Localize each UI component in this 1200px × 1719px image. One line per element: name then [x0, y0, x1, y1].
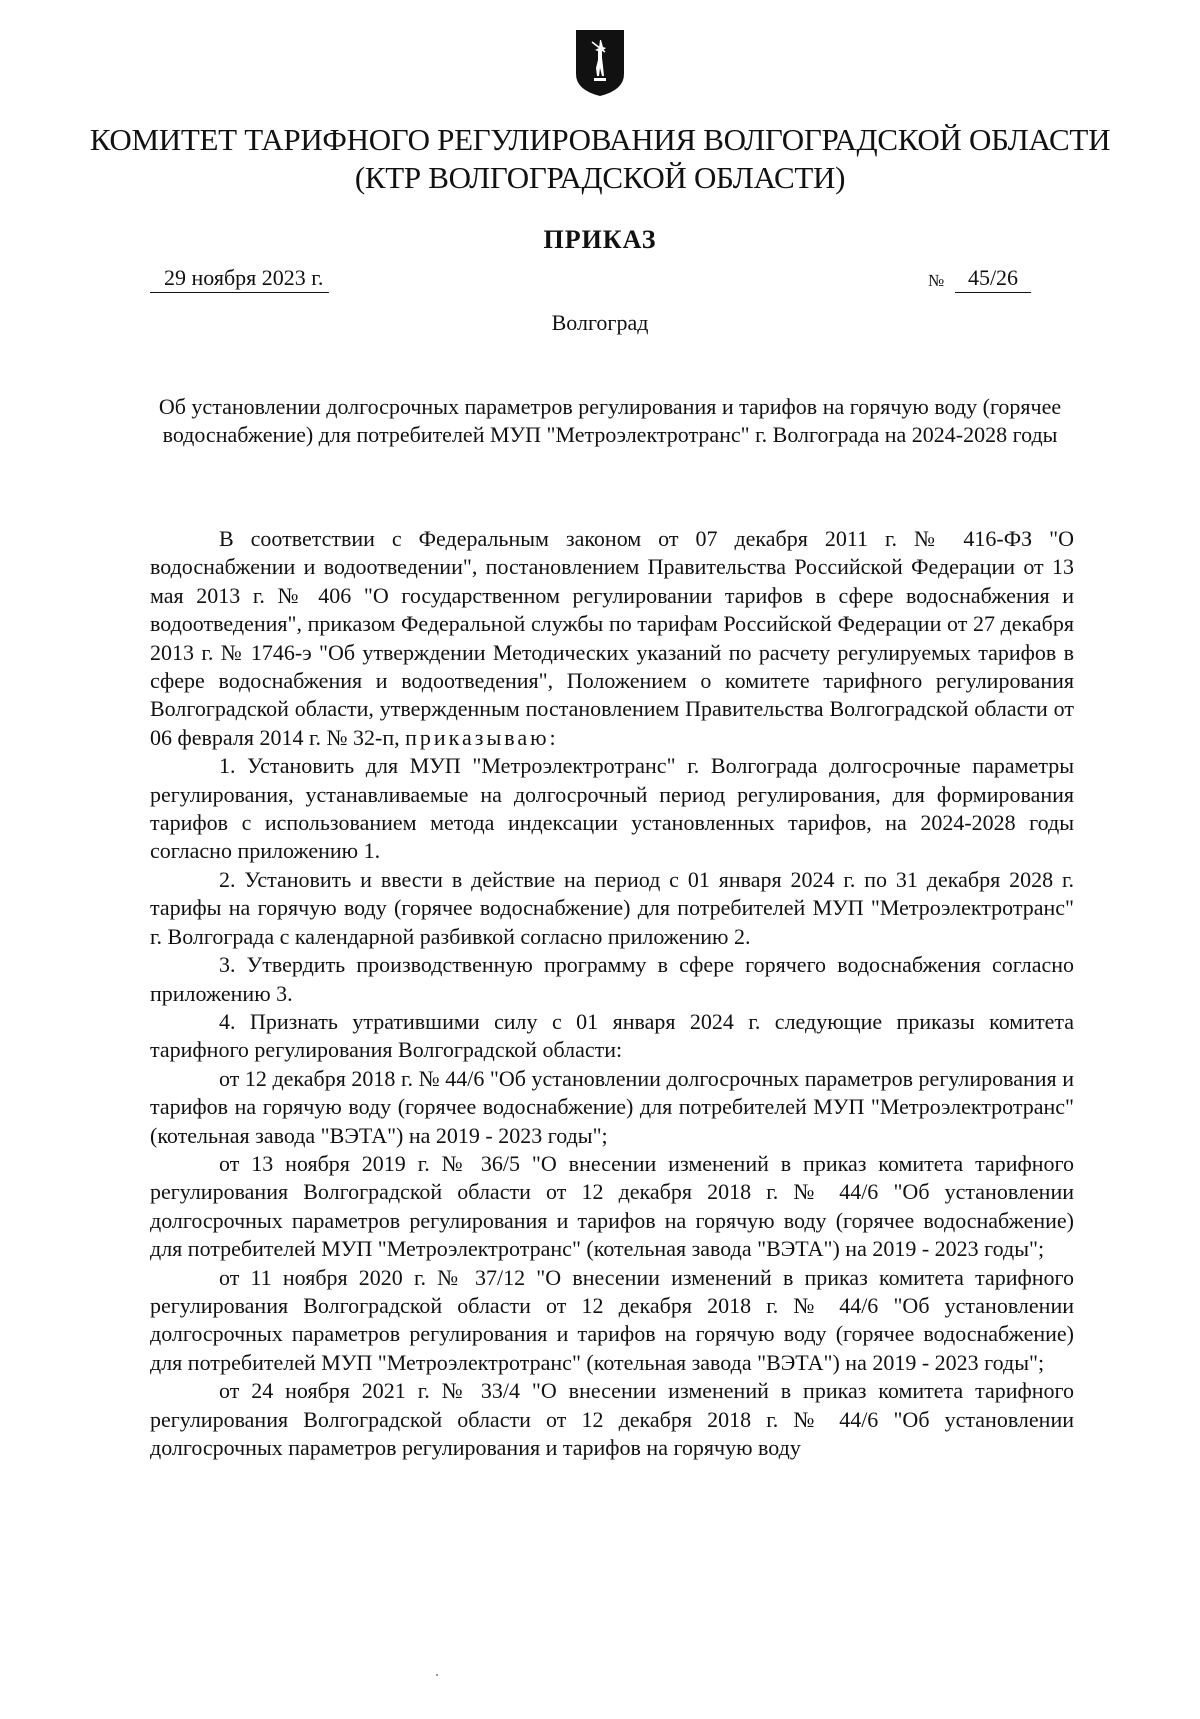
organization-abbreviation: (КТР ВОЛГОГРАДСКОЙ ОБЛАСТИ) [354, 160, 846, 195]
item-3: 3. Утвердить производственную программу в сфере горячего водоснабжения согласно приложению 3. [150, 952, 1074, 1006]
scan-speck [436, 1674, 438, 1676]
item-1: 1. Установить для МУП "Метроэлектротранс" г. Волгограда долгосрочные параметры регулирования, устанавливаемые на долгосрочный период регулирования, для формирования тарифов с использованием метода индексации установленных тарифов, на 2024-2028 годы согласно приложению 1. [150, 753, 1074, 864]
repealed-order-4: от 24 ноября 2021 г. № 33/4 "О внесении изменений в приказ комитета тарифного регулирования Волгоградской области от 12 декабря 2018 г. № 44/6 "Об установлении долгосрочных параметров регулирования и тарифов на горячую воду [150, 1378, 1074, 1460]
number-sign: № [928, 271, 945, 290]
document-subject: Об установлении долгосрочных параметров регулирования и тарифов на горячую воду (горячее водоснабжение) для потребителей МУП "Метроэлектротранс" г. Волгограда на 2024-2028 годы [158, 394, 1062, 447]
repealed-order-2: от 13 ноября 2019 г. № 36/5 "О внесении изменений в приказ комитета тарифного регулирования Волгоградской области от 12 декабря 2018 г. № 44/6 "Об установлении долгосрочных параметров регулирования и тарифов на горячую воду (горячее водоснабжение) для потребителей МУП "Метроэлектротранс" (котельная завода "ВЭТА") на 2019 - 2023 годы"; [150, 1150, 1074, 1262]
item-4: 4. Признать утратившими силу с 01 января 2024 г. следующие приказы комитета тарифного регулирования Волгоградской области: [150, 1008, 1074, 1063]
document-city: Волгоград [551, 310, 649, 335]
document-date: 29 ноября 2023 г. [150, 265, 329, 293]
document-title: ПРИКАЗ [543, 225, 657, 254]
coat-of-arms-icon [574, 28, 626, 98]
preamble-text: В соответствии с Федеральным законом от 07 декабря 2011 г. № 416-ФЗ "О водоснабжении и водоотведении", постановлением Правительства Российской Федерации от 13 мая 2013 г. № 406 "О государственном регулировании тарифов в сфере водоснабжения и водоотведения", приказом Федеральной службы по тарифам Российской Федерации от 27 декабря 2013 г. № 1746-э "Об утверждении Методических указаний по расчету регулируемых тарифов в сфере водоснабжения и водоотведения", Положением о комитете тарифного регулирования Волгоградской области, утвержденным постановлением Правительства Волгоградской области от 06 февраля 2014 г. № 32-п, [150, 526, 1074, 750]
order-word: приказываю: [405, 724, 559, 750]
repealed-order-1: от 12 декабря 2018 г. № 44/6 "Об установлении долгосрочных параметров регулирования и тарифов на горячую воду (горячее водоснабжение) для потребителей МУП "Метроэлектротранс" (котельная завода "ВЭТА") на 2019 - 2023 годы"; [150, 1065, 1074, 1148]
repealed-order-3: от 11 ноября 2020 г. № 37/12 "О внесении изменений в приказ комитета тарифного регулирования Волгоградской области от 12 декабря 2018 г. № 44/6 "Об установлении долгосрочных параметров регулирования и тарифов на горячую воду (горячее водоснабжение) для потребителей МУП "Метроэлектротранс" (котельная завода "ВЭТА") на 2019 - 2023 годы"; [150, 1264, 1074, 1375]
organization-name: КОМИТЕТ ТАРИФНОГО РЕГУЛИРОВАНИЯ ВОЛГОГРАДСКОЙ ОБЛАСТИ [89, 122, 1111, 157]
document-body [150, 525, 1074, 1462]
item-2: 2. Установить и ввести в действие на период с 01 января 2024 г. по 31 декабря 2028 г. тарифы на горячую воду (горячее водоснабжение) для потребителей МУП "Метроэлектротранс" г. Волгограда с календарной разбивкой согласно приложению 2. [150, 866, 1074, 949]
document-number: 45/26 [955, 265, 1031, 293]
preamble-paragraph [150, 525, 1074, 752]
